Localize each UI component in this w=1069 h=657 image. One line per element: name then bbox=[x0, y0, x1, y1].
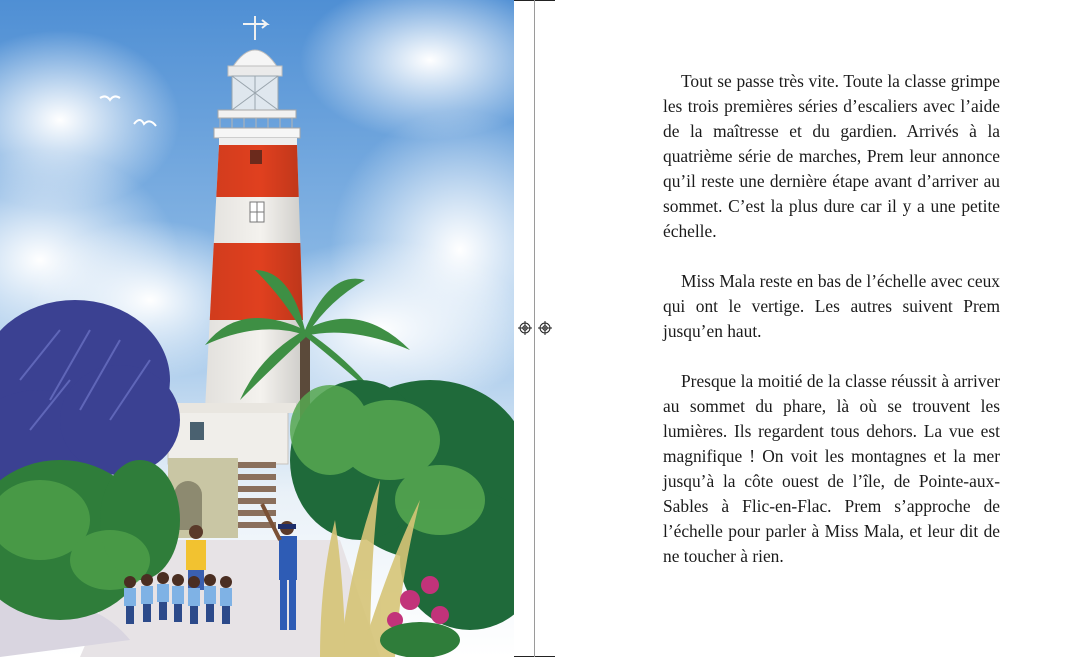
story-text bbox=[663, 69, 1000, 594]
story-paragraph-1: Tout se passe très vite. Toute la classe grimpe les trois premières séries d’escaliers avec l’aide de la maîtresse et du gardien. Arrivés à la quatrième série de marches, Prem leur annonce qu’il reste une dernière étape avant d’arriver au sommet. C’est la plus dure car il y a une petite échelle. bbox=[663, 71, 1000, 241]
page-spine bbox=[534, 0, 535, 657]
crop-mark-top-left bbox=[514, 0, 534, 1]
story-paragraph-3: Presque la moitié de la classe réussit à arriver au sommet du phare, là où se trouvent les lumières. Ils regardent tous dehors. La vue est magnifique ! On voit les montagnes et la mer jusqu’à la côte ouest de l’île, de Pointe-aux-Sables à Flic-en-Flac. Prem s’approche de l’échelle pour parler à Miss Mala, et leur dit de ne toucher à rien. bbox=[663, 371, 1000, 566]
registration-mark-icon bbox=[538, 321, 552, 335]
story-paragraph-2: Miss Mala reste en bas de l’échelle avec ceux qui ont le vertige. Les autres suivent Prem jusqu’en haut. bbox=[663, 271, 1000, 341]
lighthouse-illustration bbox=[0, 0, 514, 657]
lighthouse-illustration-art bbox=[0, 0, 514, 657]
crop-mark-top-right bbox=[535, 0, 555, 1]
registration-mark-icon bbox=[518, 321, 532, 335]
